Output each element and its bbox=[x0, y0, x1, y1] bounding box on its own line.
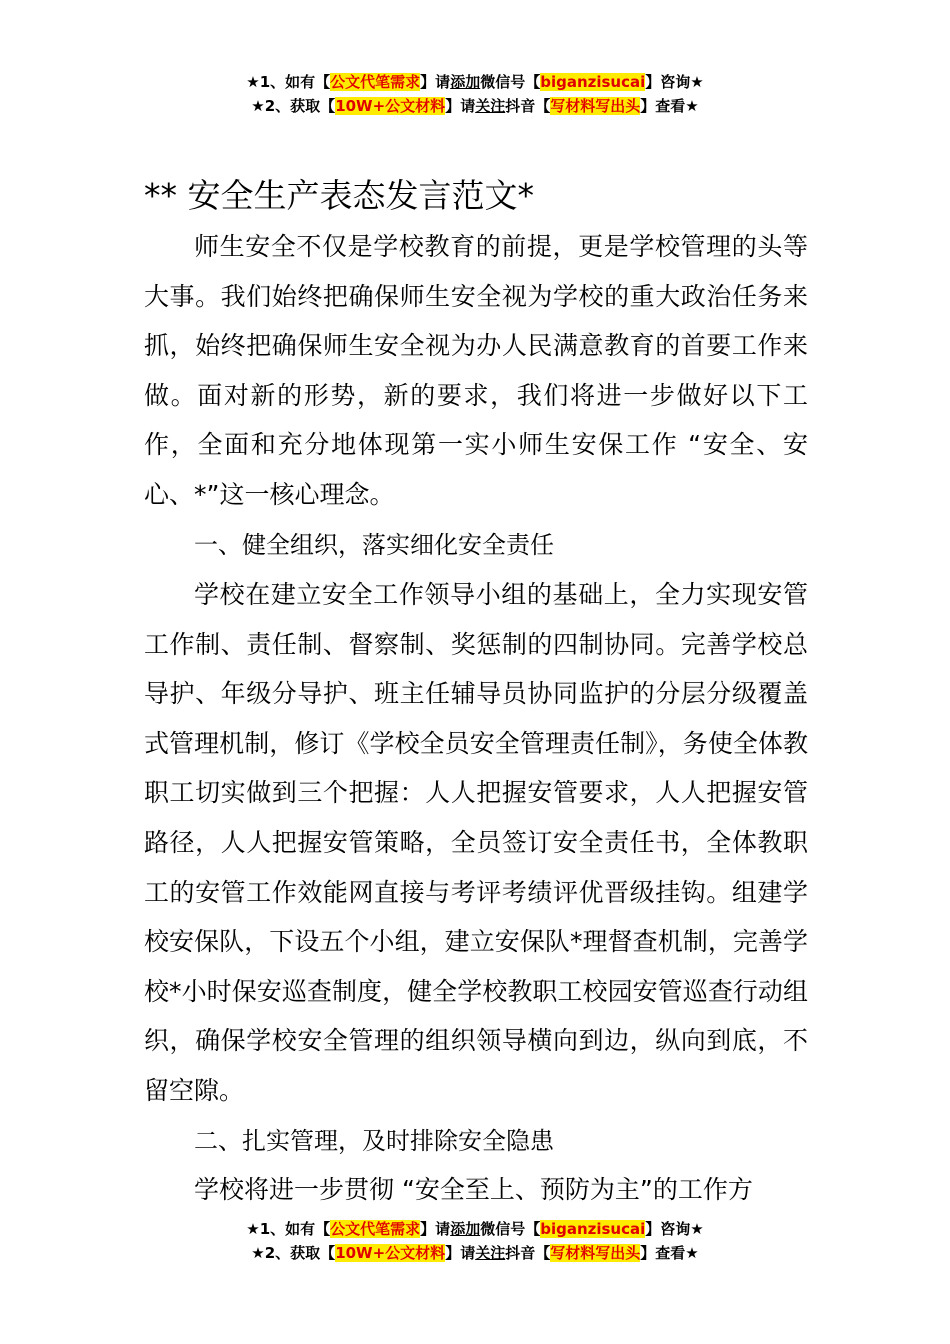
banner-text: ★2、获取【 bbox=[251, 97, 336, 115]
document-title: ** 安全生产表态发言范文* bbox=[144, 176, 534, 215]
banner-text: ★1、如有【 bbox=[246, 1220, 331, 1238]
banner-text: 】请 bbox=[420, 73, 451, 91]
banner-text: 】请 bbox=[445, 1244, 476, 1262]
banner-text: 】咨询★ bbox=[645, 1220, 704, 1238]
banner-text: ★2、获取【 bbox=[251, 1244, 336, 1262]
body-paragraph-2: 学校在建立安全工作领导小组的基础上，全力实现安管工作制、责任制、督察制、奖惩制的四制协同。完善学校总导护、年级分导护、班主任辅导员协同监护的分层分级覆盖式管理机制，修订《学校全员安全管理责任制》，务使全体教职工切实做到三个把握：人人把握安管要求，人人把握安管路径，人人把握安管策略，全员签订安全责任书，全体教职工的安管工作效能网直接与考评考绩评优晋级挂钩。组建学校安保队，下设五个小组，建立安保队*理督查机制，完善学校*小时保安巡查制度，健全学校教职工校园安管巡查行动组织，确保学校安全管理的组织领导横向到边，纵向到底，不留空隙。 bbox=[144, 580, 808, 1105]
banner-underline: 添加 bbox=[450, 1220, 481, 1238]
banner-highlight: 写材料写出头 bbox=[550, 97, 641, 115]
banner-text: 抖音【 bbox=[505, 1244, 551, 1262]
banner-text: 微信号【 bbox=[480, 1220, 541, 1238]
banner-text: 】请 bbox=[445, 97, 476, 115]
banner-highlight: biganzisucai bbox=[540, 73, 646, 91]
banner-underline: 添加 bbox=[450, 73, 481, 91]
banner-highlight: biganzisucai bbox=[540, 1220, 646, 1238]
banner-text: 】查看★ bbox=[640, 97, 699, 115]
banner-highlight: 10W+公文材料 bbox=[335, 97, 446, 115]
banner-line-1 bbox=[0, 1217, 950, 1241]
banner-highlight: 写材料写出头 bbox=[550, 1244, 641, 1262]
banner-line-2 bbox=[0, 1241, 950, 1265]
banner-underline: 关注 bbox=[475, 1244, 506, 1262]
banner-line-2 bbox=[0, 94, 950, 118]
banner-text: 微信号【 bbox=[480, 73, 541, 91]
section-heading-1: 一、健全组织，落实细化安全责任 bbox=[194, 531, 554, 559]
banner-underline: 关注 bbox=[475, 97, 506, 115]
banner-text: 】咨询★ bbox=[645, 73, 704, 91]
banner-highlight: 公文代笔需求 bbox=[330, 73, 421, 91]
banner-highlight: 10W+公文材料 bbox=[335, 1244, 446, 1262]
banner-text: 抖音【 bbox=[505, 97, 551, 115]
banner-text: 】请 bbox=[420, 1220, 451, 1238]
banner-highlight: 公文代笔需求 bbox=[330, 1220, 421, 1238]
body-paragraph-3: 学校将进一步贯彻 “安全至上、预防为主”的工作方 bbox=[194, 1175, 753, 1204]
header-banner bbox=[0, 70, 950, 118]
body-paragraph-1: 师生安全不仅是学校教育的前提，更是学校管理的头等大事。我们始终把确保师生安全视为学校的重大政治任务来抓，始终把确保师生安全视为办人民满意教育的首要工作来做。面对新的形势，新的要求，我们将进一步做好以下工作，全面和充分地体现第一实小师生安保工作 “安全、安心、*”这一核心理念。 bbox=[144, 232, 808, 509]
banner-line-1 bbox=[0, 70, 950, 94]
section-heading-2: 二、扎实管理，及时排除安全隐患 bbox=[194, 1127, 554, 1155]
banner-text: 】查看★ bbox=[640, 1244, 699, 1262]
banner-text: ★1、如有【 bbox=[246, 73, 331, 91]
footer-banner bbox=[0, 1217, 950, 1265]
